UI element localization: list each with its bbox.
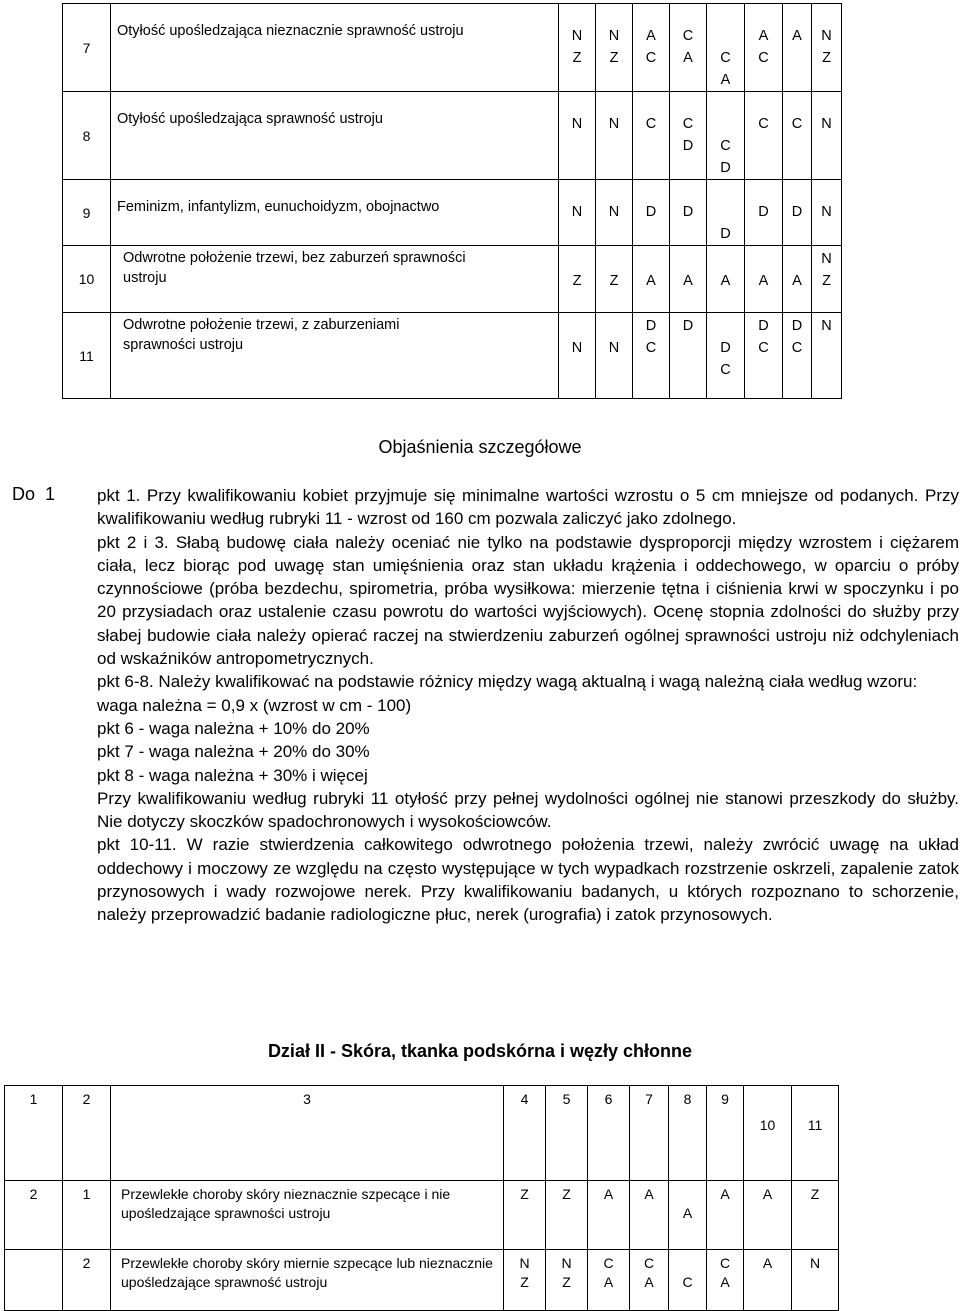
category-code: A	[683, 273, 693, 289]
row-number: 9	[63, 180, 111, 246]
category-code-cell	[812, 4, 842, 92]
category-code-cell	[596, 246, 633, 313]
category-code: A	[646, 28, 656, 44]
column-header: 6	[588, 1086, 630, 1181]
paragraph-pkt-10-11: pkt 10-11. W razie stwierdzenia całkowitego odwrotnego położenia trzewi, należy zwrócić uwagę na układ oddechowy i moczowy ze względu na często występujące w tych wypadkach rozstrzenie oskrzeli, zapalenie zatok przynosowych i wady rozwojowe nerek. Przy kwalifikowaniu badanych, u których rozpoznano to schorzenie, należy przeprowadzić badanie radiologiczne płuc, nerek (urografia) i zatok przynosowych.	[97, 835, 959, 925]
formula-pkt-7: pkt 7 - waga należna + 20% do 30%	[97, 742, 370, 762]
category-code-cell	[588, 1181, 630, 1250]
category-code: N	[608, 340, 620, 356]
category-code	[783, 248, 811, 270]
category-code-cell	[559, 246, 596, 313]
category-code	[707, 25, 744, 47]
category-code-cell	[546, 1250, 588, 1311]
formula-pkt-8: pkt 8 - waga należna + 30% i więcej	[97, 765, 368, 785]
category-code: C	[791, 116, 803, 132]
category-code-cell	[707, 1181, 744, 1250]
row-description	[111, 313, 559, 399]
category-code: N	[608, 116, 620, 132]
row-number: 7	[63, 4, 111, 92]
row-number: 10	[63, 246, 111, 313]
category-code-cell	[812, 313, 842, 399]
header-row	[5, 1086, 839, 1181]
category-code: C	[791, 340, 803, 356]
category-code: A	[792, 28, 802, 44]
category-code-cell	[596, 313, 633, 399]
category-code: C	[682, 1274, 693, 1290]
category-code: N	[571, 116, 583, 132]
category-code-cell	[559, 92, 596, 180]
category-code	[596, 248, 632, 270]
category-code: N	[821, 318, 832, 334]
category-code: N	[608, 204, 620, 220]
category-code	[707, 248, 744, 270]
category-code: N	[821, 204, 832, 220]
category-code-cell	[812, 92, 842, 180]
paragraph-rubric-11: Przy kwalifikowaniu według rubryki 11 otyłość przy pełnej wydolności ogólnej nie stanowi przeszkody do służby. Nie dotyczy skoczków spadochronowych i wysokościowców.	[97, 788, 959, 832]
category-code: D	[720, 340, 731, 356]
category-code-cell	[812, 246, 842, 313]
category-code: N	[608, 28, 620, 44]
category-code-cell	[707, 4, 745, 92]
category-code: A	[720, 273, 731, 289]
category-code: D	[791, 318, 803, 334]
category-code: Z	[562, 1274, 571, 1290]
category-code	[707, 113, 744, 135]
category-code-cell	[707, 92, 745, 180]
category-code: Z	[822, 50, 831, 66]
column-header: 3	[111, 1086, 504, 1181]
category-code-cell	[669, 1181, 707, 1250]
category-code-cell	[633, 4, 670, 92]
column-header: 8	[669, 1086, 707, 1181]
category-code-cell	[783, 4, 812, 92]
category-code-cell	[670, 180, 707, 246]
category-code-cell	[633, 246, 670, 313]
category-code: A	[762, 1186, 773, 1202]
category-code-cell	[792, 1250, 839, 1311]
table-row	[63, 180, 842, 246]
category-code: D	[645, 204, 657, 220]
category-code: Z	[520, 1186, 529, 1202]
category-code	[745, 248, 782, 270]
category-code-cell	[783, 313, 812, 399]
category-code-cell	[669, 1250, 707, 1311]
category-code: N	[809, 1255, 821, 1271]
category-code: C	[720, 138, 731, 154]
category-code: N	[561, 1255, 572, 1271]
column-header: 4	[504, 1086, 546, 1181]
paragraph-pkt-2-3: pkt 2 i 3. Słabą budowę ciała należy oceniać nie tylko na podstawie dysproporcji między wzrostem i ciężarem ciała, lecz biorąc pod uwagę stan umięśnienia oraz stan układu krążenia i oddechowego, w oparciu o próby czynnościowe (próba bezdechu, spirometria, próba wysiłkowa: mierzenie tętna i ciśnienia krwi w spoczynku i po 20 przysiadach oraz ustalenie czasu powrotu do wartości wyjściowych). Ocenę stopnia zdolności do służby przy słabej budowie ciała należy opierać raczej na stwierdzeniu zaburzeń ogólnej sprawności ustroju niż odchyleniach od wskaźników antropometrycznych.	[97, 532, 959, 669]
category-code-cell	[670, 92, 707, 180]
table-row	[5, 1250, 839, 1311]
category-code: C	[720, 50, 731, 66]
category-code: Z	[822, 273, 831, 289]
category-code-cell	[596, 180, 633, 246]
category-code-cell	[630, 1181, 669, 1250]
category-code: Z	[572, 50, 582, 66]
category-code: Z	[520, 1274, 529, 1290]
category-code: D	[791, 204, 803, 220]
category-code-cell	[559, 313, 596, 399]
category-code: Z	[609, 50, 619, 66]
category-code: A	[792, 273, 802, 289]
category-code: A	[762, 1255, 773, 1271]
category-code: A	[758, 273, 769, 289]
category-code-cell	[783, 180, 812, 246]
category-code: A	[720, 1186, 730, 1202]
category-code: C	[682, 116, 694, 132]
category-code: A	[644, 1186, 654, 1202]
category-code: C	[645, 116, 657, 132]
category-code-cell	[630, 1250, 669, 1311]
section-title-dzial-2: Dział II - Skóra, tkanka podskórna i węzły chłonne	[267, 1041, 693, 1061]
category-code-cell	[670, 313, 707, 399]
category-code-cell	[745, 180, 783, 246]
category-code: Z	[572, 273, 582, 289]
category-code: N	[571, 204, 583, 220]
category-code-cell	[670, 4, 707, 92]
category-code-cell	[588, 1250, 630, 1311]
category-code: A	[720, 1274, 730, 1290]
category-code-cell	[792, 1181, 839, 1250]
description-line: ustroju	[123, 270, 167, 286]
column-header: 9	[707, 1086, 744, 1181]
label-do: Do	[12, 484, 36, 504]
label-num: 1	[45, 484, 56, 504]
category-code: N	[571, 28, 583, 44]
category-code: Z	[609, 273, 619, 289]
row-number: 8	[63, 92, 111, 180]
description-line: Odwrotne położenie trzewi, z zaburzeniami	[123, 317, 400, 333]
category-code-cell	[707, 246, 745, 313]
category-code-cell	[596, 4, 633, 92]
category-code-cell	[504, 1250, 546, 1311]
category-code	[633, 248, 669, 270]
category-code: D	[682, 204, 694, 220]
category-code: N	[571, 340, 583, 356]
paragraph-pkt-1: pkt 1. Przy kwalifikowaniu kobiet przyjmuje się minimalne wartości wzrostu o 5 cm mniejsze od podanych. Przy kwalifikowaniu według rubryki 11 - wzrost od 160 cm pozwala zaliczyć jako zdolnego.	[97, 486, 959, 529]
category-code: A	[720, 72, 731, 88]
category-code	[707, 201, 744, 223]
category-code: A	[682, 1205, 693, 1221]
category-code-cell	[546, 1181, 588, 1250]
row-description: Otyłość upośledzająca nieznacznie sprawność ustroju	[111, 4, 559, 92]
category-code	[669, 1254, 706, 1273]
category-code-cell	[707, 313, 745, 399]
row-number: 11	[63, 313, 111, 399]
category-code	[596, 315, 632, 337]
category-code-cell	[633, 313, 670, 399]
column-header: 10	[744, 1086, 792, 1181]
category-code-cell	[504, 1181, 546, 1250]
row-description: Przewlekłe choroby skóry miernie szpecące lub nieznacznie upośledzające sprawność ustroju	[111, 1250, 504, 1311]
category-code: C	[682, 28, 694, 44]
category-code-cell	[783, 246, 812, 313]
category-code-cell	[707, 1250, 744, 1311]
column-header: 5	[546, 1086, 588, 1181]
category-code-cell	[745, 313, 783, 399]
formula-line: waga należna = 0,9 x (wzrost w cm - 100)	[97, 695, 412, 715]
category-code: A	[603, 1274, 614, 1290]
category-code	[669, 1185, 706, 1204]
row-index: 1	[63, 1181, 111, 1250]
category-code-cell	[633, 180, 670, 246]
category-code-cell	[744, 1250, 792, 1311]
category-code: D	[645, 318, 657, 334]
explanations-label	[12, 484, 55, 505]
table-row	[63, 313, 842, 399]
category-code: D	[758, 204, 769, 220]
row-description: Przewlekłe choroby skóry nieznacznie szpecące i nie upośledzające sprawności ustroju	[111, 1181, 504, 1250]
category-code: C	[758, 116, 769, 132]
row-description: Feminizm, infantylizm, eunuchoidyzm, obojnactwo	[111, 180, 559, 246]
category-code-cell	[596, 92, 633, 180]
category-code: C	[758, 50, 769, 66]
category-code: N	[821, 116, 832, 132]
category-code: C	[643, 1255, 655, 1271]
category-code: C	[719, 1255, 731, 1271]
table-row	[63, 92, 842, 180]
table-row	[5, 1181, 839, 1250]
category-code: D	[720, 160, 731, 176]
category-code	[707, 315, 744, 337]
category-code	[559, 315, 595, 337]
qualification-table-top	[62, 3, 842, 399]
category-code	[670, 248, 706, 270]
category-code: D	[720, 226, 731, 242]
category-code: D	[682, 318, 694, 334]
category-code: A	[644, 1274, 654, 1290]
description-line: sprawności ustroju	[123, 337, 244, 353]
category-code: C	[720, 362, 731, 378]
column-header: 11	[792, 1086, 839, 1181]
category-code: C	[645, 340, 657, 356]
row-index: 2	[5, 1181, 63, 1250]
category-code-cell	[559, 180, 596, 246]
category-code-cell	[745, 246, 783, 313]
table-row	[63, 4, 842, 92]
column-header: 7	[630, 1086, 669, 1181]
category-code: A	[758, 28, 769, 44]
description-line: Odwrotne położenie trzewi, bez zaburzeń sprawności	[123, 250, 466, 266]
column-header: 1	[5, 1086, 63, 1181]
row-description	[111, 246, 559, 313]
category-code-cell	[745, 92, 783, 180]
category-code: C	[758, 340, 769, 356]
row-index	[5, 1250, 63, 1311]
category-code: A	[603, 1186, 614, 1202]
category-code-cell	[633, 92, 670, 180]
category-code: D	[758, 318, 769, 334]
row-description: Otyłość upośledzająca sprawność ustroju	[111, 92, 559, 180]
table-row	[63, 246, 842, 313]
explanations-body	[97, 484, 959, 927]
paragraph-pkt-6-8: pkt 6-8. Należy kwalifikować na podstawie różnicy między wagą aktualną i wagą należną ciała według wzoru:	[97, 672, 918, 692]
category-code-cell	[670, 246, 707, 313]
category-code-cell	[745, 4, 783, 92]
category-code: Z	[810, 1186, 820, 1202]
category-code: C	[645, 50, 657, 66]
category-code: C	[603, 1255, 614, 1271]
category-code-cell	[744, 1181, 792, 1250]
row-index: 2	[63, 1250, 111, 1311]
category-code: N	[821, 28, 832, 44]
category-code: N	[821, 251, 832, 267]
category-code: A	[646, 273, 656, 289]
category-code	[559, 248, 595, 270]
category-code-cell	[707, 180, 745, 246]
category-code-cell	[783, 92, 812, 180]
qualification-table-bottom	[4, 1085, 839, 1311]
formula-pkt-6: pkt 6 - waga należna + 10% do 20%	[97, 718, 370, 738]
category-code: N	[519, 1255, 530, 1271]
category-code: Z	[562, 1186, 571, 1202]
category-code: A	[683, 50, 693, 66]
category-code-cell	[559, 4, 596, 92]
category-code-cell	[812, 180, 842, 246]
category-code: D	[682, 138, 694, 154]
section-title-explanations: Objaśnienia szczegółowe	[378, 437, 582, 457]
column-header: 2	[63, 1086, 111, 1181]
